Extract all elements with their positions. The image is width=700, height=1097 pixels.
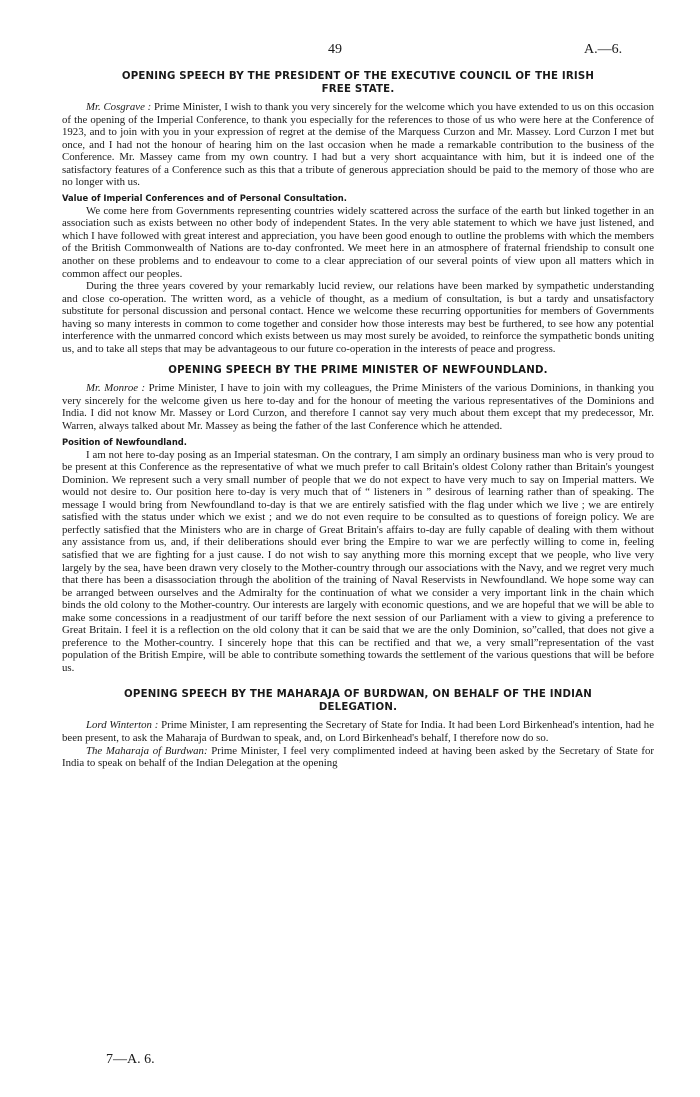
heading-line: OPENING SPEECH BY THE PRIME MINISTER OF NEWFOUNDLAND. xyxy=(168,365,548,377)
section-gap xyxy=(62,355,654,364)
paragraph xyxy=(62,382,654,432)
section-heading-burdwan xyxy=(62,688,654,714)
section-heading-newfoundland xyxy=(62,364,654,377)
heading-line: OPENING SPEECH BY THE PRESIDENT OF THE EXECUTIVE COUNCIL OF THE IRISH xyxy=(121,71,595,82)
paragraph xyxy=(62,101,654,189)
heading-line: FREE STATE. xyxy=(321,84,395,95)
speaker-name: Mr. Cosgrave : xyxy=(86,101,152,113)
paragraph: I am not here to-day posing as an Imperial statesman. On the contrary, I am simply an ordinary business man who is very proud to be present at this Conference as the representative of what we much prefer to call Britain's oldest Colony rather than Britain's youngest Dominion. We represent such a very small number of people that we do not expect to have very much to say on Imperial matters. We would not desire to. Our position here to-day is very much that of “ listeners in ” desirous of learning rather than of speaking. The message I would bring from Newfoundland to-day is that we are entirely satisfied with the flag under which we live ; we are entirely satisfied with the status under which we exist ; and we do not even require to be consulted as to questions of foreign policy. We are perfectly satisfied that the Ministers who are in charge of Great Britain's affairs to-day are fully capable of dealing with them without any assistance from us, and, if their deliberations should ever bring the Empire to war we are perfectly willing to come in, feeling satisfied that we are fighting for a just cause. I do not wish to say anything more this morning except that we people, who live very largely by the sea, have been drawn very closely to the Mother-country through our associations with the Navy, and we regret very much that there has been a disassociation through the abolition of the training of Naval Reservists in Newfoundland. We hope some way can be arranged between ourselves and the Admiralty for the continuation of what we consider a very important link in the chain which binds the old colony to the Mother-country. Our interests are largely with economic questions, and we are hopeful that we will be able to make some concessions in a readjustment of our tariff before the next session of our Parliament with a view to giving a preference to Great Britain. I feel it is a reflection on the old colony that it can be said that we are the only Dominion, so”called, that does not give a preference to the Mother-country. I sincerely hope that this can be rectified and that we, a very small”representation of the vast population of the British Empire, will be able to contribute something towards the settlement of the various questions that will be before us. xyxy=(62,448,654,674)
section-gap xyxy=(62,674,654,688)
paragraph: During the three years covered by your remarkably lucid review, our relations have been marked by sympathetic understanding and close co-operation. The written word, as a vehicle of thought, as a medium of consultation, is but a tardy and unsatisfactory substitute for personal discussion and personal contact. Hence we welcome these recurring opportunities for members of Governments having so many interests in common to come together and consider how those interests may best be furthered, to see how any potential interference with the unmarred concord which exists between us may most surely be avoided, to reinforce the sympathetic bonds uniting us, and to take all steps that may be advantageous to our future co-operation in the interests of peace and progress. xyxy=(62,280,654,355)
paragraph-text: Prime Minister, I wish to thank you very sincerely for the welcome which you have extended to us on this occasion of the opening of the Imperial Conference, to thank you especially for the references to those of us who were here at the Conference of 1923, and to join with you in your expression of regret at the demise of the Marquess Curzon and Mr. Massey. Lord Curzon I met but once, and I had not the honour of hearing him on the last occasion when he made a remarkable contribution to the business of the Conference. Mr. Massey came from my own country. I had but a very short acquaintance with him, but it is indeed one of the satisfactory features of a Conference such as this that a tribute of generous appreciation should be paid to the memory of those who are no longer with us. xyxy=(62,101,655,189)
paragraph-text: Prime Minister, I have to join with my colleagues, the Prime Ministers of the various Dominions, in thanking you very sincerely for the welcome given us here to-day and for the honour of meeting the various representatives of the Dominions and India. I did not know Mr. Massey or Lord Curzon, and therefore I cannot say very much about them except that my predecessor, Mr. Warren, always talked about Mr. Massey as being the father of the last Conference which he attended. xyxy=(62,382,654,433)
paragraph xyxy=(62,745,654,770)
page-reference: A.—6. xyxy=(584,42,623,57)
speaker-name: Mr. Monroe : xyxy=(86,382,146,395)
section-heading-irish-free-state xyxy=(62,70,654,96)
footer-signature: 7—A. 6. xyxy=(106,1052,155,1067)
speaker-name: Lord Winterton : xyxy=(86,719,159,732)
paragraph-text: Prime Minister, I am representing the Secretary of State for India. It had been Lord Birkenhead's intention, had he been present, to ask the Maharaja of Burdwan to speak, and, on Lord Birkenhead's behalf, I therefore now do so. xyxy=(62,719,655,744)
subheading: Value of Imperial Conferences and of Personal Consultation. xyxy=(62,192,347,203)
paragraph: We come here from Governments representing countries widely scattered across the surface of the earth but linked together in an association such as exists between no other body of independent States. In the very able statement to which we have just listened, and which I have followed with great interest and appreciation, you have been good enough to outline the problems with which the members of the British Commonwealth of Nations are to-day confronted. We meet here in an atmosphere of fraternal friendship to consult one another on these problems and to endeavour to come to a clear appreciation of our several points of view upon all matters which in common affect our peoples. xyxy=(62,204,654,280)
page-number: 49 xyxy=(328,42,342,57)
speaker-name: The Maharaja of Burdwan: xyxy=(86,744,208,757)
paragraph xyxy=(62,719,654,744)
paragraph-text: Prime Minister, I feel very complimented indeed at having been asked by the Secretary of State for India to speak on behalf of the Indian Delegation at the opening xyxy=(62,744,654,770)
heading-line: OPENING SPEECH BY THE MAHARAJA OF BURDWAN, ON BEHALF OF THE INDIAN xyxy=(124,689,592,701)
heading-line: DELEGATION. xyxy=(318,702,398,714)
subheading: Position of Newfoundland. xyxy=(62,436,187,447)
page-content xyxy=(62,70,654,770)
